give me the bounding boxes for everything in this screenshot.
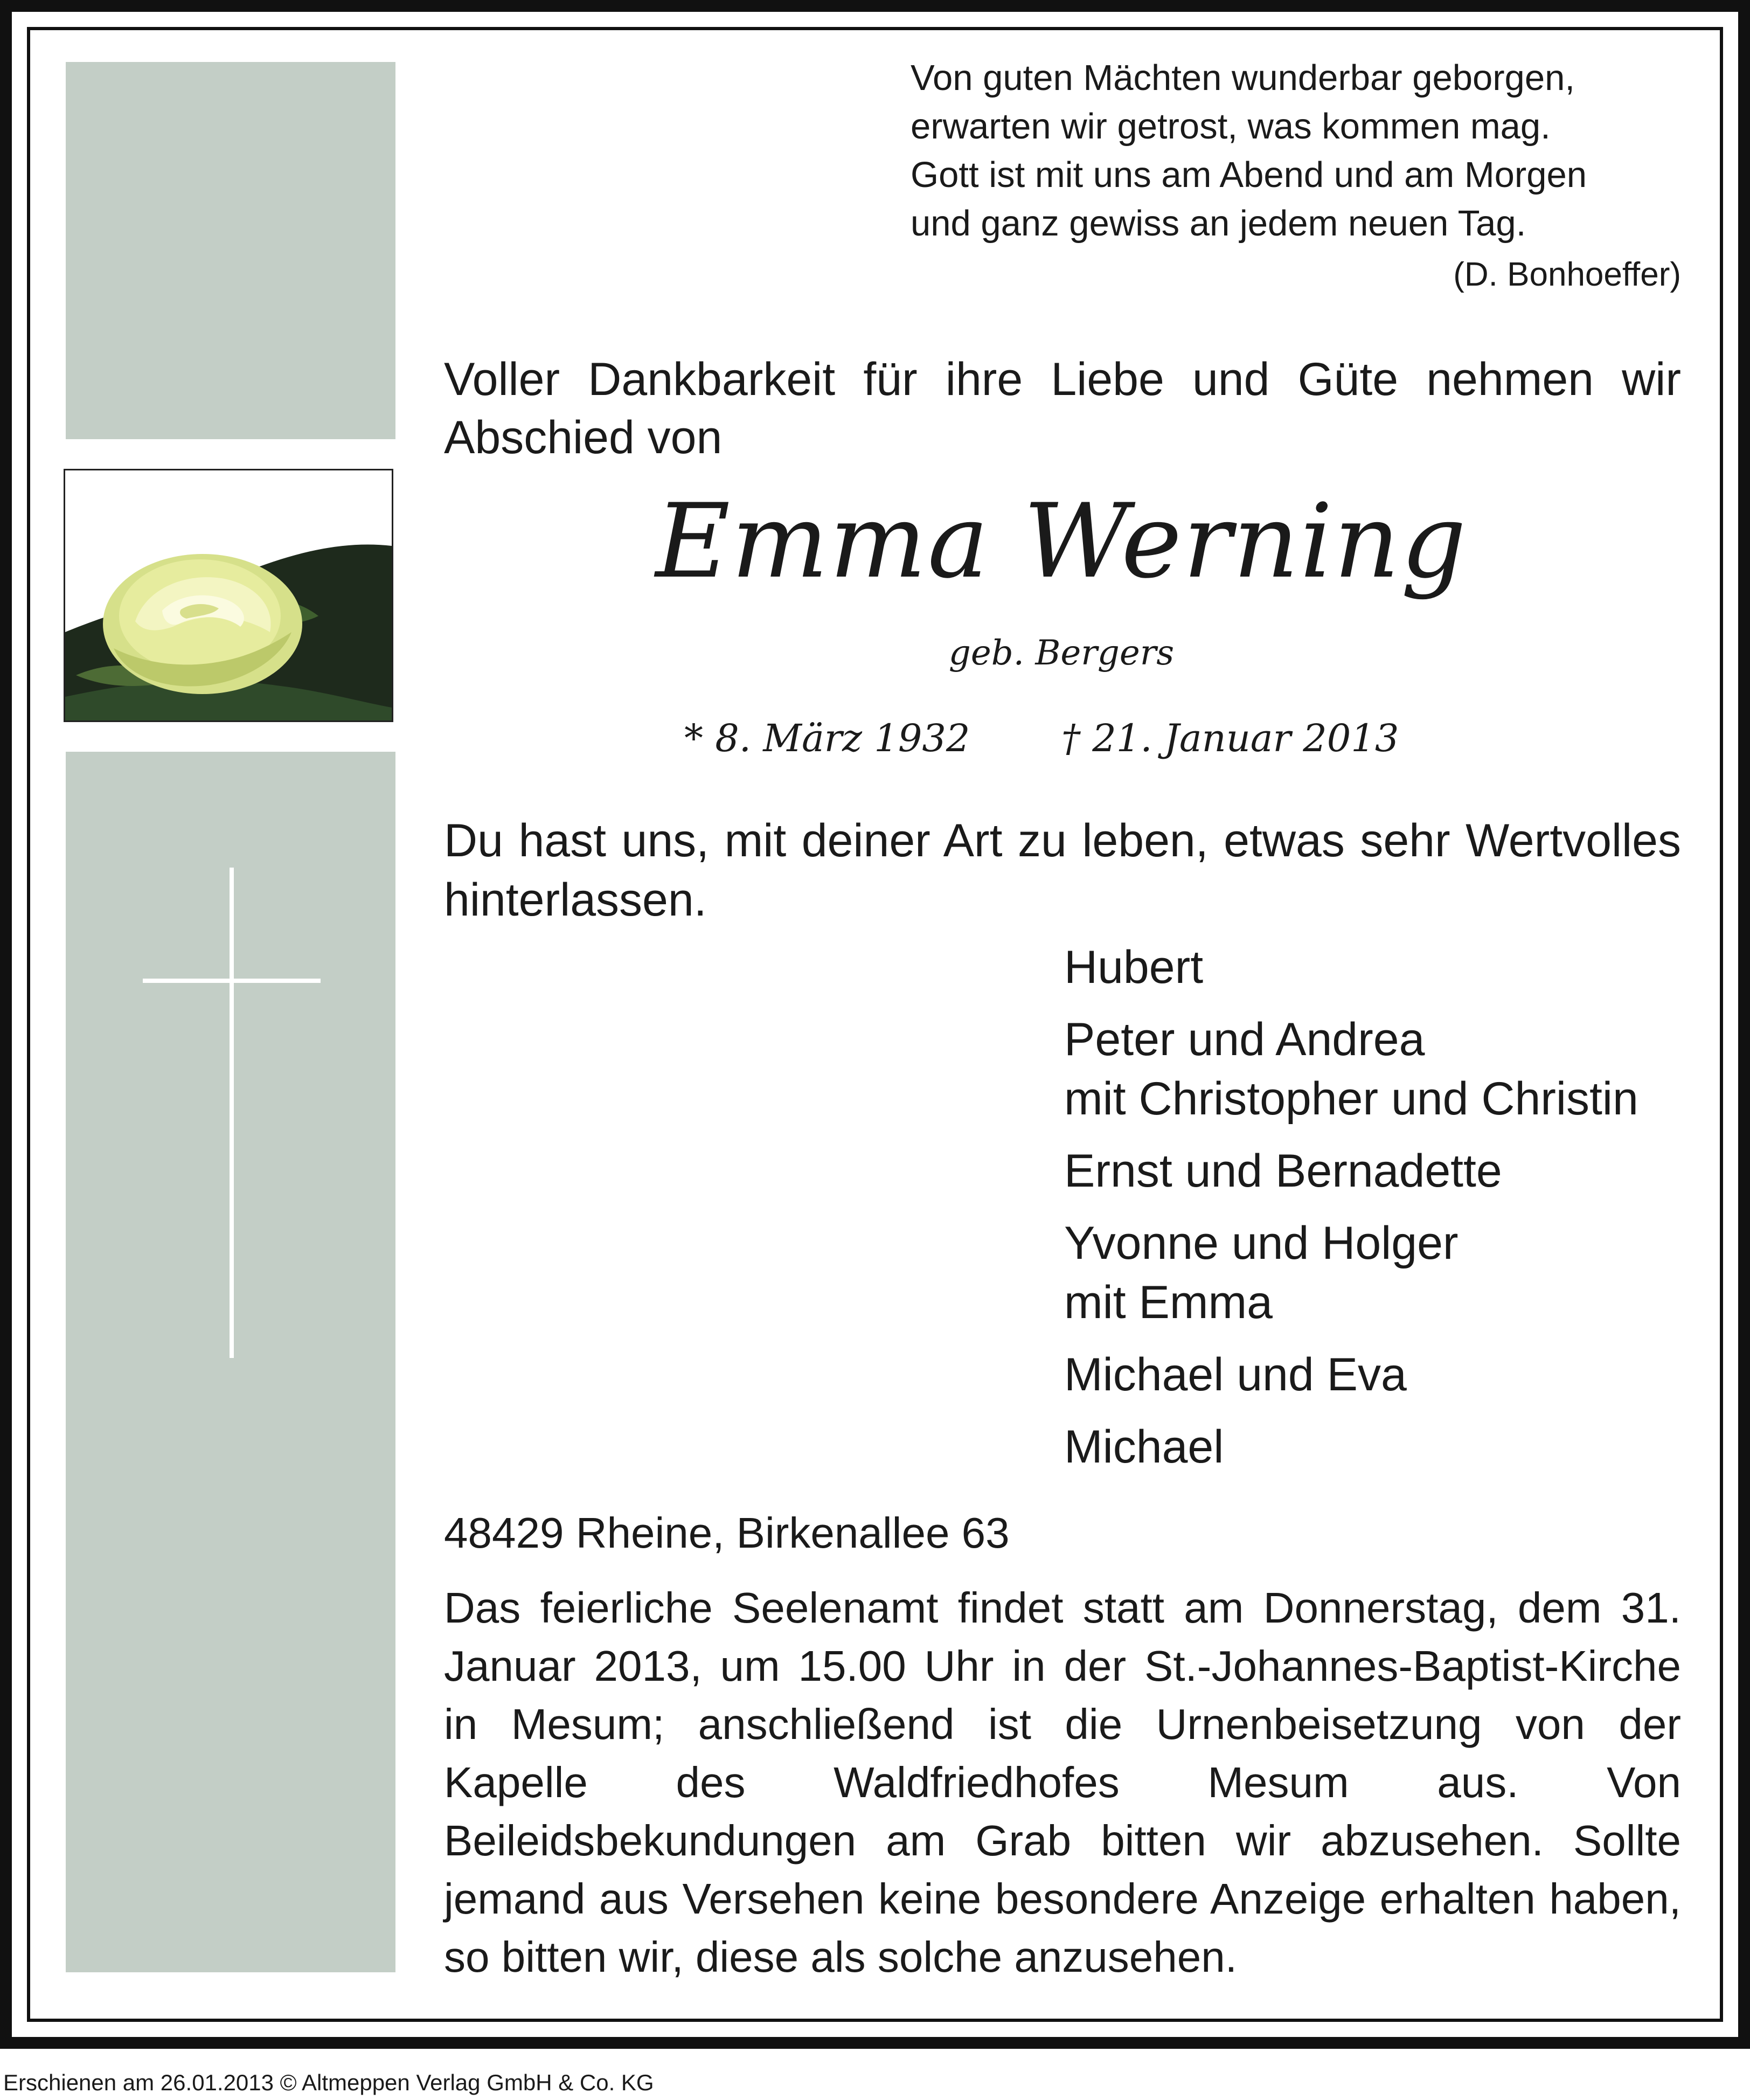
poem-line: Von guten Mächten wunderbar geborgen, <box>911 58 1575 98</box>
poem <box>911 54 1681 248</box>
mourner-line: mit Emma <box>1064 1277 1273 1328</box>
decorative-panel-top <box>66 62 395 439</box>
mourner-line: Michael und Eva <box>1064 1349 1407 1401</box>
poem-author: (D. Bonhoeffer) <box>1453 256 1681 293</box>
mourner-group <box>1064 1141 1689 1201</box>
mourner-line: Peter und Andrea <box>1064 1014 1425 1065</box>
mourner-group <box>1064 1010 1689 1128</box>
service-info: Das feierliche Seelenamt findet statt am Donnerstag, dem 31. Januar 2013, um 15.00 Uhr in der St.-Johannes-Baptist-Kirche in Mesum; anschließend ist die Urnenbeisetzung von der Kapelle des Waldfriedhofes Mesum aus. Von Beileidsbekundungen am Grab bitten wir abzusehen. Sollte jemand aus Versehen keine besondere Anzeige erhalten haben, so bitten wir, diese als solche anzusehen. <box>444 1584 1681 1981</box>
mourner-line: Hubert <box>1064 941 1204 993</box>
mourner-group <box>1064 1214 1689 1332</box>
mourner-line: Ernst und Bernadette <box>1064 1145 1502 1197</box>
birth-date: * 8. März 1932 <box>684 716 970 760</box>
footer-credit: Erschienen am 26.01.2013 © Altmeppen Verlag GmbH & Co. KG <box>3 2070 654 2095</box>
mourner-group <box>1064 938 1689 997</box>
rose-illustration <box>65 470 392 720</box>
mourner-group <box>1064 1345 1689 1404</box>
poem-line: und ganz gewiss an jedem neuen Tag. <box>911 203 1526 244</box>
mourners-list <box>1064 938 1689 1489</box>
mourner-line: Yvonne und Holger <box>1064 1217 1459 1269</box>
maiden-name: geb. Bergers <box>948 633 1175 673</box>
poem-line: Gott ist mit uns am Abend und am Morgen <box>911 155 1587 195</box>
mourner-group <box>1064 1417 1689 1477</box>
intro-text: Voller Dankbarkeit für ihre Liebe und Güte nehmen wir Abschied von <box>444 354 1681 463</box>
rose-image <box>64 469 393 722</box>
tribute-text: Du hast uns, mit deiner Art zu leben, etwas sehr Wertvolles hinterlassen. <box>444 815 1681 926</box>
mourner-line: mit Christopher und Christin <box>1064 1073 1638 1125</box>
poem-line: erwarten wir getrost, was kommen mag. <box>911 106 1551 147</box>
cross-icon <box>143 868 321 1358</box>
address: 48429 Rheine, Birkenallee 63 <box>444 1509 1010 1557</box>
mourner-line: Michael <box>1064 1421 1224 1473</box>
deceased-name: Emma Werning <box>655 482 1468 601</box>
death-date: † 21. Januar 2013 <box>1061 716 1399 760</box>
